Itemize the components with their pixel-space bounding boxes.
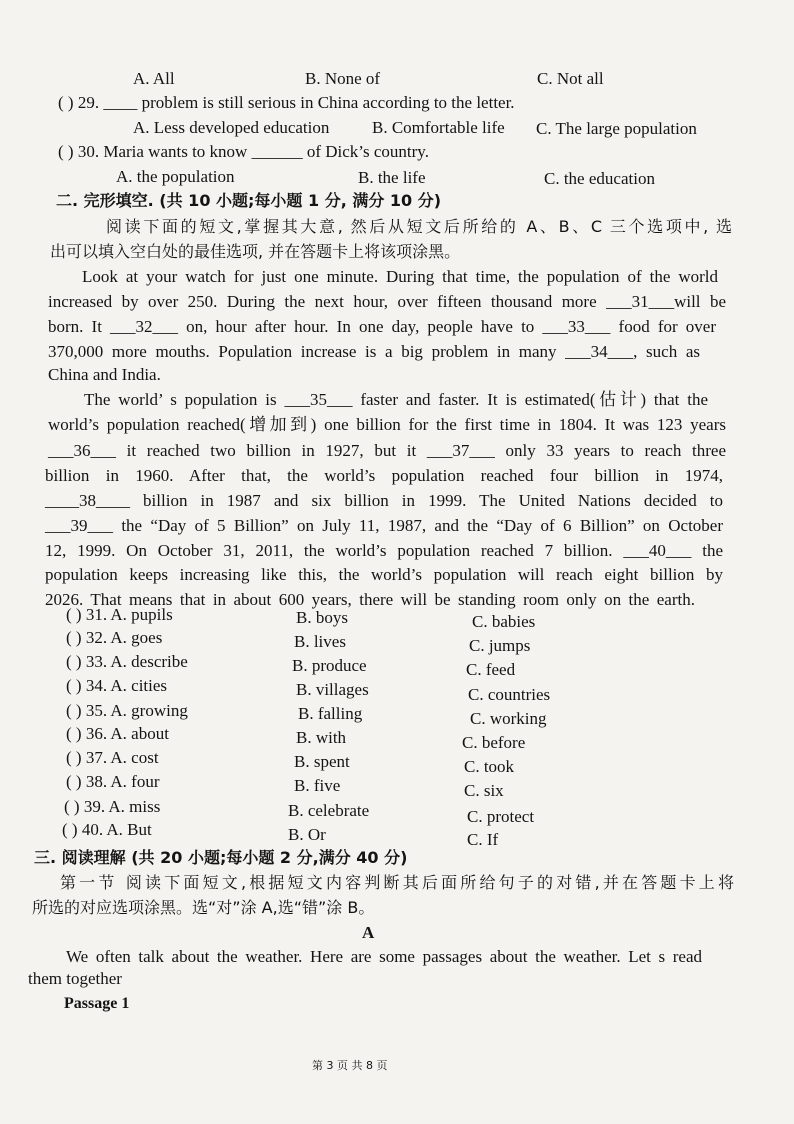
q38-option-a: ( ) 38. A. four — [66, 772, 160, 791]
q30-option-c: C. the education — [544, 169, 655, 188]
q33-option-c: C. feed — [466, 660, 516, 679]
q38-option-c: C. six — [464, 781, 504, 800]
q39-option-c: C. protect — [467, 807, 535, 826]
q34-option-b: B. villages — [296, 680, 369, 699]
section3-instruction-line1: 第一节 阅读下面短文,根据短文内容判断其后面所给句子的对错,并在答题卡上将 — [60, 873, 734, 892]
passage-1-label: Passage 1 — [64, 995, 130, 1012]
passage-line-4: 370,000 more mouths. Population increase is a big problem in many ___34___, such as — [48, 342, 700, 361]
q29-option-a: A. Less developed education — [133, 118, 330, 137]
passage-line-6: The world’ s population is ___35___ faster and faster. It is estimated(估计) that the — [84, 390, 708, 409]
passage-line-3: born. It ___32___ on, hour after hour. In one day, people have to ___33___ food for over — [48, 317, 716, 336]
q34-option-c: C. countries — [468, 685, 551, 704]
intro-line-1: We often talk about the weather. Here are some passages about the weather. Let s read — [66, 947, 702, 966]
q30-option-b: B. the life — [358, 168, 426, 187]
q28-option-c: C. Not all — [537, 69, 604, 88]
q29-option-c: C. The large population — [536, 119, 697, 138]
passage-label-a: A — [362, 923, 375, 942]
passage-line-14: 2026. That means that in about 600 years, there will be standing room only on the earth. — [45, 590, 695, 609]
q36-option-b: B. with — [296, 728, 347, 747]
passage-line-8: ___36___ it reached two billion in 1927, but it ___37___ only 33 years to reach three — [48, 441, 726, 460]
q35-option-b: B. falling — [298, 704, 363, 723]
section3-heading: 三. 阅读理解 (共 20 小题;每小题 2 分,满分 40 分) — [34, 848, 408, 867]
q40-option-b: B. Or — [288, 825, 326, 844]
q32-option-a: ( ) 32. A. goes — [66, 628, 163, 647]
passage-line-11: ___39___ the “Day of 5 Billion” on July 11, 1987, and the “Day of 6 Billion” on October — [45, 516, 723, 535]
section2-heading: 二. 完形填空. (共 10 小题;每小题 1 分, 满分 10 分) — [56, 191, 442, 210]
q32-option-c: C. jumps — [469, 636, 531, 655]
q30-stem: ( ) 30. Maria wants to know ______ of Dick’s country. — [58, 142, 429, 161]
q33-option-a: ( ) 33. A. describe — [66, 652, 188, 671]
q30-option-a: A. the population — [116, 167, 235, 186]
passage-line-10: ____38____ billion in 1987 and six billion in 1999. The United Nations decided to — [45, 491, 723, 510]
q38-option-b: B. five — [294, 776, 341, 795]
passage-line-13: population keeps increasing like this, the world’s population will reach eight billion by — [45, 565, 723, 584]
q28-option-a: A. All — [133, 69, 175, 88]
q31-option-a: ( ) 31. A. pupils — [66, 605, 173, 624]
passage-line-7: world’s population reached(增加到) one billion for the first time in 1804. It was 123 years — [48, 415, 726, 434]
q34-option-a: ( ) 34. A. cities — [66, 676, 168, 695]
q39-option-b: B. celebrate — [288, 801, 370, 820]
section2-instruction-line1: 阅读下面的短文,掌握其大意, 然后从短文后所给的 A、B、C 三个选项中, 选 — [106, 217, 732, 236]
passage-line-5: China and India. — [48, 365, 161, 384]
q31-option-c: C. babies — [472, 612, 536, 631]
q35-option-a: ( ) 35. A. growing — [66, 701, 188, 720]
page-number-footer: 第 3 页 共 8 页 — [312, 1059, 388, 1072]
passage-line-9: billion in 1960. After that, the world’s population reached four billion in 1974, — [45, 466, 723, 485]
q29-stem: ( ) 29. ____ problem is still serious in China according to the letter. — [58, 93, 515, 112]
q28-option-b: B. None of — [305, 69, 381, 88]
q29-option-b: B. Comfortable life — [372, 118, 505, 137]
passage-line-12: 12, 1999. On October 31, 2011, the world’s population reached 7 billion. ___40___ the — [45, 541, 723, 560]
section3-instruction-line2: 所选的对应选项涂黑。选“对”涂 A,选“错”涂 B。 — [32, 898, 375, 917]
q39-option-a: ( ) 39. A. miss — [64, 797, 161, 816]
q32-option-b: B. lives — [294, 632, 346, 651]
q37-option-a: ( ) 37. A. cost — [66, 748, 159, 767]
intro-line-2: them together — [28, 969, 122, 988]
q40-option-a: ( ) 40. A. But — [62, 820, 152, 839]
q35-option-c: C. working — [470, 709, 547, 728]
q36-option-c: C. before — [462, 733, 526, 752]
passage-line-2: increased by over 250. During the next hour, over fifteen thousand more ___31___will be — [48, 292, 726, 311]
section2-instruction-line2: 出可以填入空白处的最佳选项, 并在答题卡上将该项涂黑。 — [50, 242, 461, 261]
passage-line-1: Look at your watch for just one minute. During that time, the population of the world — [82, 267, 718, 286]
q37-option-b: B. spent — [294, 752, 350, 771]
q36-option-a: ( ) 36. A. about — [66, 724, 169, 743]
q31-option-b: B. boys — [296, 608, 348, 627]
q37-option-c: C. took — [464, 757, 515, 776]
q40-option-c: C. If — [467, 830, 499, 849]
q33-option-b: B. produce — [292, 656, 367, 675]
